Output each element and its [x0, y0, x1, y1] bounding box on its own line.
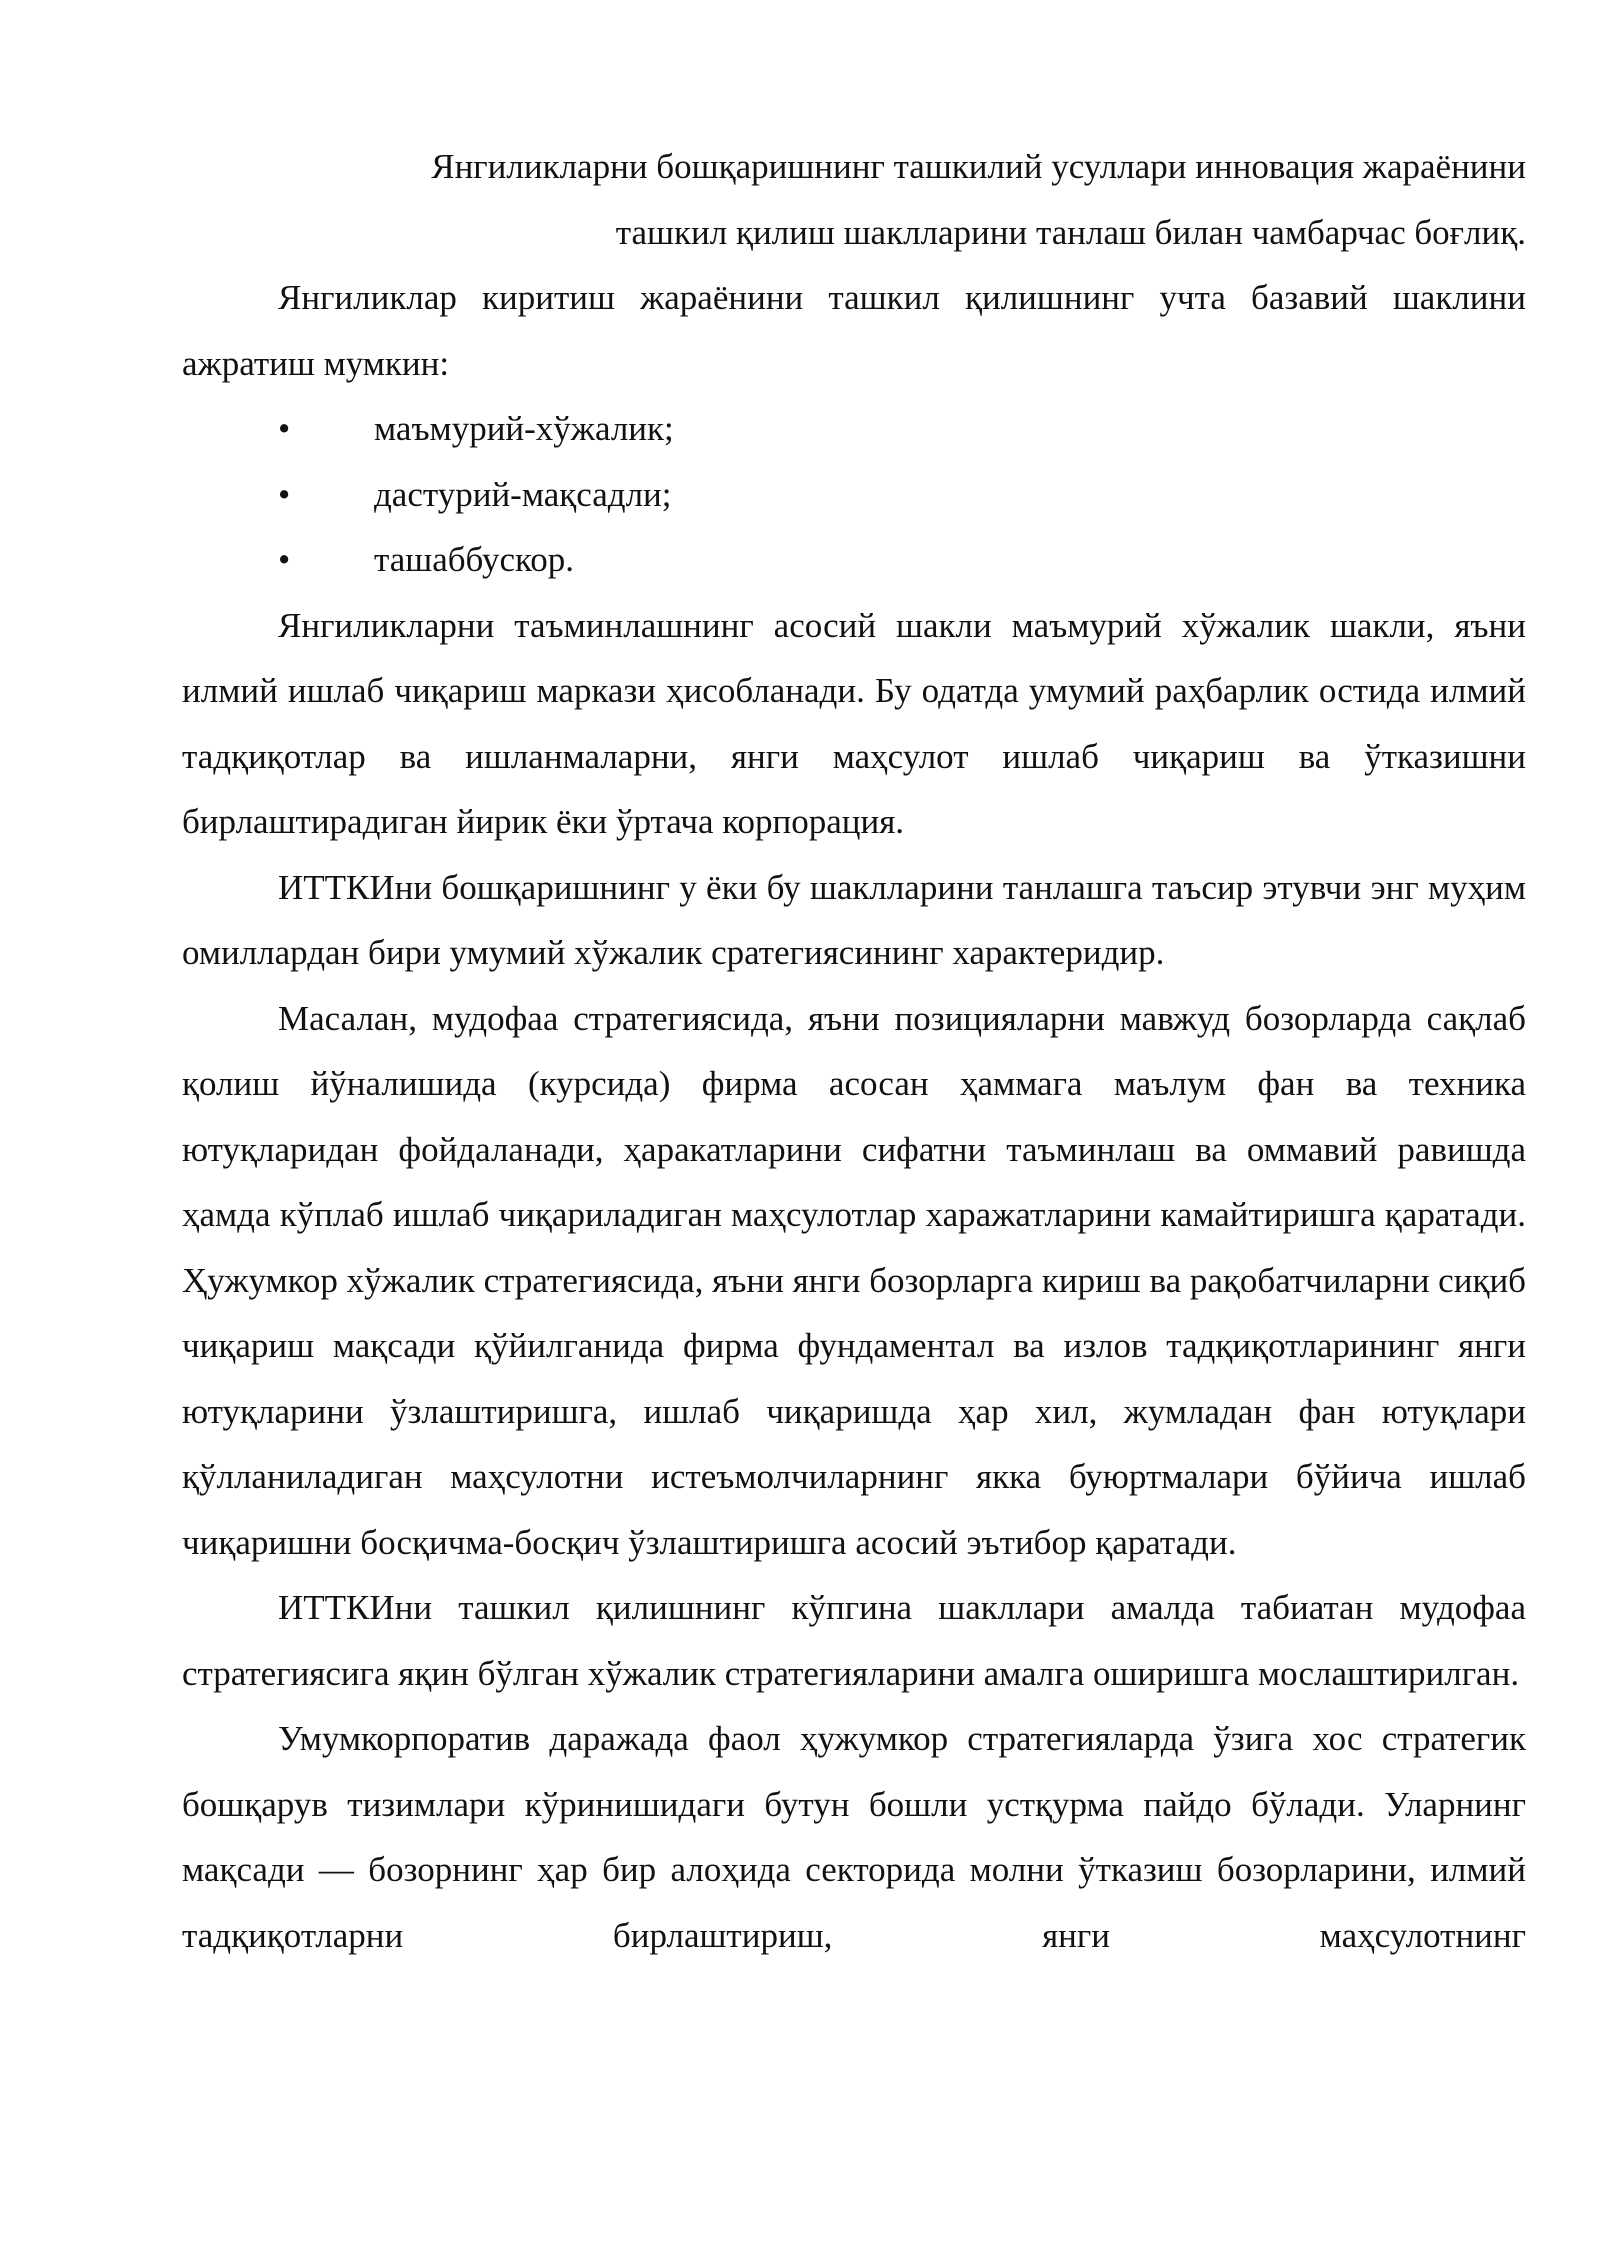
bullet-icon: •: [278, 540, 291, 579]
list-item: [182, 527, 1526, 593]
bullet-list: [182, 396, 1526, 593]
paragraph-main-form: Янгиликларни таъминлашнинг асосий шакли маъмурий хўжалик шакли, яъни илмий ишлаб чиқариш маркази ҳисобланади. Бу одатда умумий раҳбарлик остида илмий тадқиқотлар ва ишланмаларни, янги маҳсулот ишлаб чиқариш ва ўтказишни бирлаштирадиган йирик ёки ўртача корпорация.: [182, 605, 1526, 841]
heading-line-2: ташкил қилиш шаклларини танлаш билан чамбарчас боғлиқ.: [615, 212, 1526, 252]
list-item-text: ташаббускор.: [374, 540, 575, 579]
paragraph-intro: Янгиликлар киритиш жараёнини ташкил қилишнинг учта базавий шаклини ажратиш мумкин:: [182, 278, 1526, 383]
bullet-icon: •: [278, 474, 291, 514]
list-item-text: маъмурий-хўжалик;: [374, 409, 674, 448]
paragraph-strategy-factor: ИТТКИни бошқаришнинг у ёки бу шаклларини танлашга таъсир этувчи энг муҳим омиллардан бири умумий хўжалик сратегиясининг характеридир.: [182, 867, 1526, 972]
paragraph-forms-adapted: ИТТКИни ташкил қилишнинг кўпгина шакллари амалда табиатан мудофаа стратегиясига яқин бўлган хўжалик стратегияларини амалга оширишга мослаштирилган.: [182, 1588, 1526, 1693]
paragraph-corporate-level: Умумкорпоратив даражада фаол ҳужумкор стратегияларда ўзига хос стратегик бошқарув тизимлари кўринишидаги бутун бошли устқурма пайдо бўлади. Уларнинг мақсади — бозорнинг ҳар бир алоҳида секторида молни ўтказиш бозорларини, илмий тадқиқотларни бирлаштириш, янги маҳсулотнинг: [182, 1719, 1526, 1955]
paragraph-defense-offense: Масалан, мудофаа стратегиясида, яъни позицияларни мавжуд бозорларда сақлаб қолиш йўналишида (курсида) фирма асосан ҳаммага маълум фан ва техника ютуқларидан фойдаланади, ҳаракатларини сифатни таъминлаш ва оммавий равишда ҳамда кўплаб ишлаб чиқариладиган маҳсулотлар харажатларини камайтиришга қаратади. Ҳужумкор хўжалик стратегиясида, яъни янги бозорларга кириш ва рақобатчиларни сиқиб чиқариш мақсади қўйилганида фирма фундаментал ва излов тадқиқотларининг янги ютуқларини ўзлаштиришга, ишлаб чиқаришда ҳар хил, жумладан фан ютуқлари қўлланиладиган маҳсулотни истеъмолчиларнинг якка буюртмалари бўйича ишлаб чиқаришни босқичма-босқич ўзлаштиришга асосий эътибор қаратади.: [182, 998, 1526, 1562]
bullet-icon: •: [278, 409, 291, 448]
section-heading: [182, 134, 1526, 265]
heading-line-1: Янгиликларни бошқаришнинг ташкилий усуллари инновация жараёнини: [431, 147, 1526, 186]
document-body: [182, 134, 1526, 1968]
list-item: [182, 462, 1526, 528]
list-item: [182, 396, 1526, 462]
list-item-text: дастурий-мақсадли;: [374, 474, 672, 514]
